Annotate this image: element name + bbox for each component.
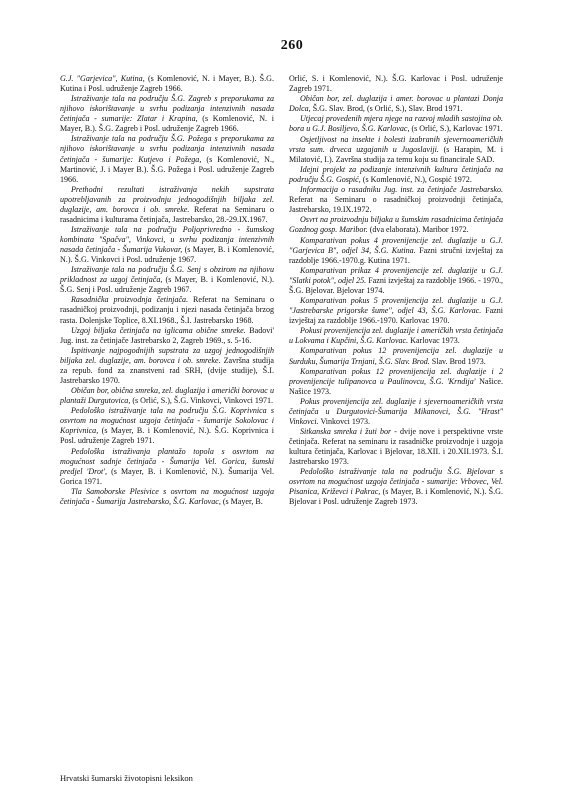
bibliography-entry	[289, 215, 503, 235]
bibliography-entry	[60, 295, 274, 325]
bibliography-entry	[60, 346, 274, 386]
entry-body: (s Mayer, B. i Komlenović, N.). Š.G. Senj i Posl. udruženje Zagreb 1967.	[60, 275, 274, 295]
bibliography-entry	[60, 487, 274, 507]
bibliography-entry	[60, 225, 274, 265]
bibliography-entry	[60, 447, 274, 487]
bibliography-entry	[289, 367, 503, 397]
entry-body: Orlić, S. i Komlenović, N.). Š.G. Karlovac i Posl. udruženje Zagreb 1971.	[289, 74, 503, 94]
entry-body: (s Komlenović, N. i Mayer, B.). Š.G. Kutina i Posl. udruženje Zagreb 1966.	[60, 74, 274, 94]
entry-title: Utjecaj provedenih mjera njege na razvoj mladih sastojina ob. bora u G.J. Bosiljevo, Š.G. Karlovac,	[289, 114, 503, 134]
bibliography-entry	[289, 236, 503, 266]
entry-title: Istraživanje tala na području Š.G. Zagreb s preporukama za njihovo iskorištavanje u svrhu podizanja intenzivnih nasada četinjača - sumarije: Zlatar i Krapina,	[60, 94, 274, 124]
entry-body: Završna studija za repub. fond za znanstveni rad SRH, (dvije studije), Š.I. Jastrebarsko 1970.	[60, 355, 274, 385]
entry-title: Rasadnička proizvodnja četinjača.	[71, 295, 189, 305]
entry-title: Ispitivanje najpogodnijih supstrata za uzgoj jednogodišnjih biljaka zel. duglazije, am. borovca i ob. smreke.	[60, 345, 274, 365]
entry-title: Osvrt na proizvodnju biljaka u šumskim rasadnicima četinjača Gozdnog gosp. Maribor.	[289, 215, 503, 235]
right-column	[289, 74, 503, 508]
entry-body: (s Mayer, B. i Komlenović, N.). Š.G. Vinkovci i Posl. udruženje 1967.	[60, 245, 274, 265]
left-column	[60, 74, 274, 507]
entry-title: G.J. "Garjevica", Kutina,	[60, 74, 145, 83]
entry-body: Badovi' Jug. inst. za četinjače Jastrebarsko 2, Zagreb 1969., s. 5-16.	[60, 325, 274, 345]
entry-title: Informacija o rasadniku Jug. inst. za četinjače Jastrebarsko.	[300, 185, 503, 195]
entry-title: Komparativan pokus 5 provenijencija zel. duglazije u G.J. "Jastrebarske prigorske šume", odjel 43, Š.G. Karlovac.	[289, 296, 503, 316]
entry-body: (s Komlenović, N.), Gospić 1972.	[360, 174, 472, 184]
entry-body: Š.G. Slav. Brod, (s Orlić, S.), Slav. Brod 1971.	[310, 104, 463, 114]
bibliography-entry	[289, 74, 503, 94]
entry-body: (s Mayer, B. i Komlenović, N.). Š.G. Koprivnica i Posl. udruženje Zagreb 1971.	[60, 426, 274, 446]
bibliography-entry	[289, 185, 503, 215]
entry-title: Istraživanje tala na području Š.G. Senj s obzirom na njihovu prikladnost za uzgoj četinjača,	[60, 265, 274, 285]
bibliography-entry	[289, 165, 503, 185]
entry-title: Istraživanje tala na području Poljoprivredno - šumskog kombinata "Spačva", Vinkovci, u svrhu podizanja intenzivnih nasada četinjača - Šumarija Vukovar,	[60, 224, 274, 255]
entry-title: Pokus provenijencija zel. duglazije i sjevernoameričkih vrsta četinjača u Durgutovici-Šumarija Mikanovci, Š.G. "Hrast" Vinkovci.	[289, 396, 503, 426]
bibliography-entry	[289, 427, 503, 467]
bibliography-entry	[289, 346, 503, 366]
bibliography-entry	[60, 185, 274, 225]
bibliography-entry	[60, 94, 274, 134]
entry-title: Pedološko istraživanje tala na području Š.G. Koprivnica s osvrtom na mogućnost uzgoja četinjača - šumarije Sokolovac i Koprivnica,	[60, 406, 274, 436]
entry-title: Tla Samoborske Plesivice s osvrtom na mogućnost uzgoja četinjača - Šumarija Jastrebarsko, Š.G. Karlovac,	[60, 486, 274, 506]
bibliography-entry	[60, 386, 274, 406]
entry-body: (s Komlenović, N. i Mayer, B.). Š.G. Zagreb i Posl. udruženje Zagreb 1966.	[60, 114, 274, 134]
entry-body: - dvije nove i perspektivne vrste četinjača. Referat na seminaru iz rasadničke proizvodnje i uzgoja kultura četinjača, Karlovac i Bjelovar, 18.XII. i 20.XII.1973. Š.I. Jastrebarsko 1973.	[289, 427, 503, 467]
entry-body: Referat na Seminaru o rasadničkoj proizvodnji četinjača, Jastrebarsko, 19.IX.1972.	[289, 195, 503, 215]
entry-title: Prethodni rezultati istraživanja nekih supstrata upotrebljavanih za proizvodnju jednogodišnjih biljaka zel. duglazije, am. borovca i ob. smreke.	[60, 184, 274, 214]
entry-body: (s Orlić, S.), Š.G. Vinkovci, Vinkovci 1971.	[130, 396, 274, 406]
entry-title: Osjetljivost na insekte i bolesti izabranih sjevernoameričkih vrsta sum. drveca uzgajanih u Jugoslaviji.	[289, 134, 503, 154]
bibliography-entry	[60, 134, 274, 184]
bibliography-entry	[60, 265, 274, 295]
entry-title: Istraživanje tala na području Š.G. Požega s preporukama za njihovo iskorištavanje u svrhu podizanja intenzivnih nasada četinjača - šumarije: Kutjevo i Požega,	[60, 134, 274, 164]
entry-body: Fazni izvještaj za razdoblje 1966.-1970. Karlovac 1970.	[289, 306, 503, 326]
entry-body: Našice. Našice 1973.	[289, 376, 503, 396]
entry-body: (s Mayer, B. i Komlenović, N.). Š.G. Bjelovar i Posl. udruženje Zagreb 1973.	[289, 487, 503, 507]
entry-title: Komparativan prikaz 4 provenijencije zel. duglazije u G.J. "Slatki potok", odjel 25.	[289, 265, 503, 285]
bibliography-entry	[60, 406, 274, 446]
bibliography-entry	[289, 296, 503, 326]
entry-title: Komparativan pokus 12 provenijencija zel. duglazije i 2 provenijencije tulipanovca u Paulinovcu, Š.G. 'Krndija'	[289, 366, 503, 386]
entry-title: Sitkanska smreka i žuti bor	[300, 427, 392, 437]
entry-body: (s Mayer, B.	[220, 496, 263, 506]
entry-body: Karlovac 1973.	[408, 336, 460, 346]
entry-title: Idejni projekt za podizanje intenzivnih kultura četinjača na području Š.G. Gospić,	[289, 164, 503, 184]
bibliography-entry	[289, 135, 503, 165]
bibliography-entry	[60, 326, 274, 346]
bibliography-entry	[289, 114, 503, 134]
entry-title: Komparativan pokus 12 provenijencija zel. duglazije u Surduku, Šumarija Trnjani, Š.G. Slav. Brod.	[289, 346, 503, 366]
entry-body: Vinkovci 1973.	[318, 416, 371, 426]
running-footer: Hrvatski šumarski životopisni leksikon	[60, 773, 193, 783]
entry-body: Fazni izvještaj za razdoblje 1966. - 1970., Š.G. Bjelovar. Bjelovar 1974.	[289, 275, 503, 295]
entry-body: (s Harapin, M. i Milatović, I.). Završna studija za temu koju su financirale SAD.	[289, 144, 503, 164]
entry-title: Komparativan pokus 4 provenijencije zel. duglazije u G.J. "Garjevica B", odjel 34, Š.G. Kutina.	[289, 235, 503, 255]
entry-title: Običan bor, obična smreka, zel. duglazija i američki borovac u plantaži Durgutovica,	[60, 386, 274, 406]
entry-body: (dva elaborata). Maribor 1972.	[367, 225, 469, 235]
page-number: 260	[280, 38, 304, 53]
entry-body: Referat na Seminaru o rasadničkoj proizvodnji, podizanju i njezi nasada četinjača brzog rasta. Dolenjske Toplice, 8.XI.1968., Š.I. Jastrebarsko 1968.	[60, 295, 275, 325]
entry-title: Običan bor, zel. duglazija i amer. borovac u plantazi Donja Dolca,	[289, 94, 503, 114]
entry-body: (s Orlić, S.), Karlovac 1971.	[409, 124, 503, 134]
entry-title: Pokusi provenijencija zel. duglazije i američkih vrsta četinjača u Lokvama i Kupčini, Š.G. Karlovac.	[289, 326, 503, 346]
entry-body: Fazni stručni izvještaj za razdoblje 1966.-1970.g. Kutina 1971.	[289, 245, 503, 265]
bibliography-entry	[289, 467, 503, 507]
entry-title: Pedološko istraživanje tala na području Š.G. Bjelovar s osvrtom na mogućnost uzgoja četinjača - sumarije: Vrbovec, Vel. Pisanica, Križevci i Pakrac,	[289, 467, 503, 497]
bibliography-entry	[289, 94, 503, 114]
entry-body: Referat na Seminaru o rasadnicima i kulturama četinjača, Jastrebarsko, 28.-29.IX.1967.	[60, 204, 274, 224]
entry-body: Slav. Brod 1973.	[429, 356, 486, 366]
entry-title: Uzgoj biljaka četinjača na iglicama obične smreke.	[71, 325, 246, 335]
entry-body: (s Komlenović, N., Martinović, J. i Mayer B.). Š.G. Požega i Posl. udruženje Zagreb 1966.	[60, 154, 274, 184]
bibliography-entry	[289, 326, 503, 346]
bibliography-entry	[289, 266, 503, 296]
entry-title: Pedološka istraživanja plantažo topola s osvrtom na mogućnost sadnje četinjača - Šumarija Vel. Gorica, šumski predjel 'Drot',	[60, 446, 274, 476]
entry-body: (s Mayer, B. i Komlenović, N.). Šumarija Vel. Gorica 1971.	[60, 466, 274, 486]
bibliography-entry	[289, 397, 503, 427]
bibliography-entry	[60, 74, 274, 94]
